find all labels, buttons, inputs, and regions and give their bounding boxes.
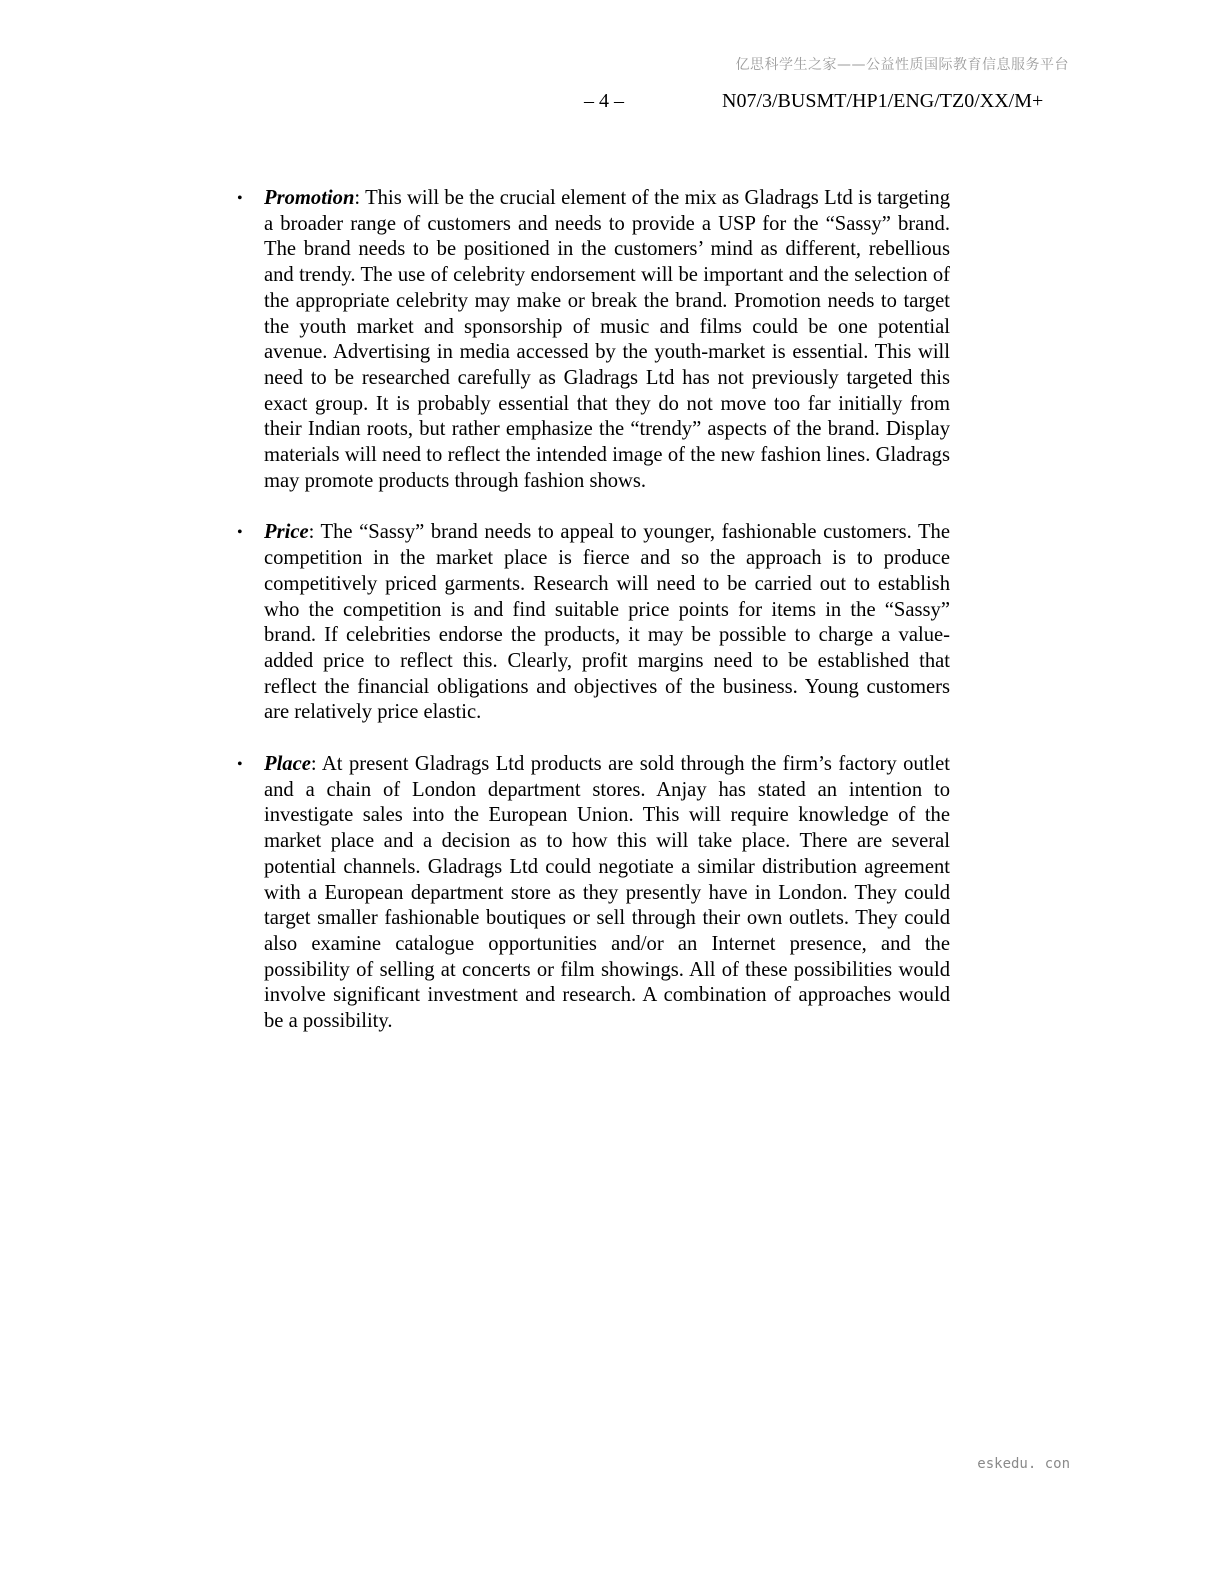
bullet-term: Price: [264, 521, 309, 544]
bullet-dot-icon: •: [237, 190, 243, 207]
bullet-place: [232, 752, 950, 1035]
footer-site-mark: eskedu. con: [977, 1456, 1070, 1472]
bullet-dot-icon: •: [237, 524, 243, 542]
bullet-text: : This will be the crucial element of the mix as Gladrags Ltd is targeting a broader range of customers and needs to provide a USP for the “Sassy” brand. The brand needs to be positioned in the customers’ mind as different, rebellious and trendy. The use of celebrity endorsement will be important and the selection of the appropriate celebrity may make or break the brand. Promotion needs to target the youth market and sponsorship of music and films could be one potential avenue. Advertising in media accessed by the youth-market is essential. This will need to be researched carefully as Gladrags Ltd has not previously targeted this exact group. It is probably essential that they do not move too far initially from their Indian roots, but rather emphasize the “trendy” aspects of the brand. Display materials will need to reflect the intended image of the new fashion lines. Gladrags may promote products through fashion shows.: [264, 187, 950, 492]
main-content: [232, 186, 950, 1061]
bullet-promotion: [232, 186, 950, 494]
bullet-text: : The “Sassy” brand needs to appeal to younger, fashionable customers. The competition in the market place is fierce and so the approach is to produce competitively priced garments. Research will need to be carried out to establish who the competition is and find suitable price points for items in the “Sassy” brand. If celebrities endorse the products, it may be possible to charge a value-added price to reflect this. Clearly, profit margins need to be established that reflect the financial obligations and objectives of the business. Young customers are relatively price elastic.: [264, 521, 950, 724]
watermark-text: 亿思科学生之家——公益性质国际教育信息服务平台: [735, 57, 1069, 73]
bullet-dot-icon: •: [237, 756, 243, 774]
bullet-term: Place: [264, 753, 311, 776]
document-code: N07/3/BUSMT/HP1/ENG/TZ0/XX/M+: [722, 90, 1044, 112]
bullet-price: [232, 520, 950, 726]
bullet-text: : At present Gladrags Ltd products are sold through the firm’s factory outlet and a chain of London department stores. Anjay has stated an intention to investigate sales into the European Union. This will require knowledge of the market place and a decision as to how this will take place. There are several potential channels. Gladrags Ltd could negotiate a similar distribution agreement with a European department store as they presently have in London. They could target smaller fashionable boutiques or sell through their own outlets. They could also examine catalogue opportunities and/or an Internet presence, and the possibility of selling at concerts or film showings. All of these possibilities would involve significant investment and research. A combination of approaches would be a possibility.: [264, 753, 950, 1033]
page-number: – 4 –: [584, 90, 624, 112]
bullet-term: Promotion: [264, 187, 355, 209]
